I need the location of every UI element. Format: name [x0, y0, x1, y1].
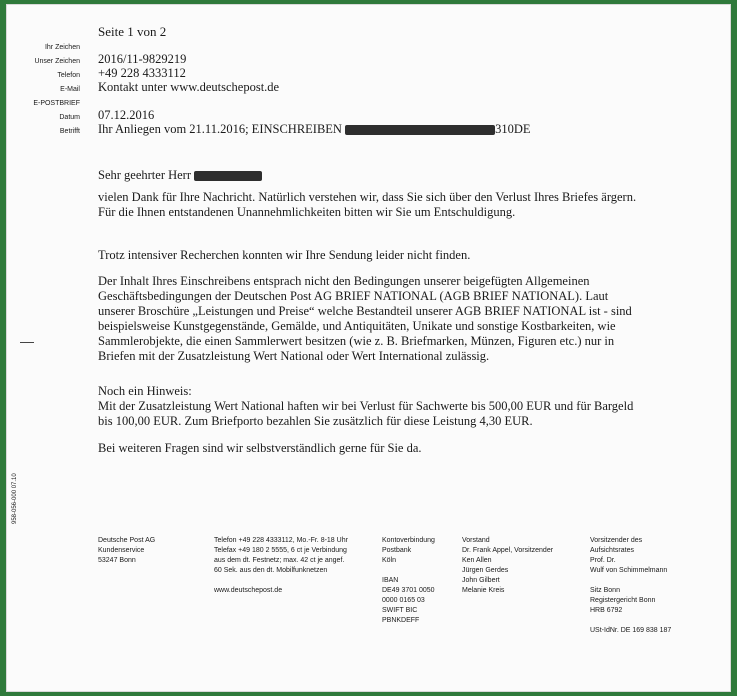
footer-line: Aufsichtsrates — [590, 547, 634, 554]
meta-value-unser-zeichen: 2016/11-9829219 — [98, 52, 187, 66]
footer-line: aus dem dt. Festnetz; max. 42 ct je angef. — [214, 557, 345, 564]
footer-line: USt-IdNr. DE 169 838 187 — [590, 627, 672, 634]
footer-line: Kontoverbindung — [382, 537, 435, 544]
footer-phone — [214, 536, 348, 596]
letter-page — [6, 4, 731, 692]
subject-text: Ihr Anliegen vom 21.11.2016; EINSCHREIBEN — [98, 122, 342, 136]
paragraph-1: vielen Dank für Ihre Nachricht. Natürlich verstehen wir, dass Sie sich über den Verlust Ihres Briefes ärgern. Für die Ihnen entstandenen Unannehmlichkeiten bitten wir Sie um Entschuldigung. — [98, 190, 637, 219]
footer-board — [462, 536, 553, 596]
paragraph-6: Bei weiteren Fragen sind wir selbstverständlich gerne für Sie da. — [98, 441, 422, 455]
redaction-bar — [345, 125, 495, 135]
side-form-number: 958-056-000 07.10 — [12, 473, 18, 524]
meta-value-email: Kontakt unter www.deutschepost.de — [98, 80, 280, 94]
meta-value-telefon: +49 228 4333112 — [98, 66, 186, 80]
salutation-text: Sehr geehrter Herr — [98, 168, 192, 182]
page-number: Seite 1 von 2 — [98, 24, 167, 39]
footer-line: Melanie Kreis — [462, 587, 505, 594]
footer-chair — [590, 536, 671, 636]
footer-line: PBNKDEFF — [382, 617, 420, 624]
footer-company — [98, 536, 155, 566]
footer-line: Telefax +49 180 2 5555, 6 ct je Verbindung — [214, 547, 347, 554]
subject-suffix: 310DE — [495, 122, 531, 136]
meta-label-telefon: Telefon — [57, 72, 80, 79]
footer-line: Kundenservice — [98, 547, 145, 554]
meta-label-email: E-Mail — [60, 86, 80, 93]
meta-label-epostbrief: E-POSTBRIEF — [33, 100, 80, 107]
footer-line: HRB 6792 — [590, 607, 623, 614]
footer-line: Vorsitzender des — [590, 537, 643, 544]
footer-line: Deutsche Post AG — [98, 537, 156, 544]
footer-line: Wulf von Schimmelmann — [590, 567, 668, 574]
paragraph-4: Noch ein Hinweis: — [98, 384, 192, 398]
meta-value-betrifft — [98, 122, 531, 137]
footer-line: IBAN — [382, 577, 399, 584]
meta-value-datum: 07.12.2016 — [98, 108, 155, 122]
footer-line: SWIFT BIC — [382, 607, 418, 614]
fold-mark — [20, 342, 34, 343]
footer-line: Sitz Bonn — [590, 587, 620, 594]
footer-line: John Gilbert — [462, 577, 500, 584]
footer-line: Prof. Dr. — [590, 557, 616, 564]
paragraph-2: Trotz intensiver Recherchen konnten wir Ihre Sendung leider nicht finden. — [98, 248, 471, 262]
footer-line: Registergericht Bonn — [590, 597, 656, 604]
footer-line: DE49 3701 0050 — [382, 587, 435, 594]
footer-line — [382, 566, 435, 576]
meta-label-betrifft: Betrifft — [59, 128, 80, 135]
footer-line: Köln — [382, 557, 397, 564]
paragraph-5: Mit der Zusatzleistung Wert National haften wir bei Verlust für Sachwerte bis 500,00 EUR und für Bargeld bis 100,00 EUR. Zum Briefporto bezahlen Sie zusätzlich für diese Leistung 4,30 EUR. — [98, 399, 634, 428]
footer-line — [214, 576, 348, 586]
footer-line: Dr. Frank Appel, Vorsitzender — [462, 547, 554, 554]
footer-line: 53247 Bonn — [98, 557, 136, 564]
footer-website: www.deutschepost.de — [214, 587, 283, 594]
footer-line: Postbank — [382, 547, 412, 554]
footer-line — [590, 616, 671, 626]
footer-line: Ken Allen — [462, 557, 492, 564]
paragraph-3: Der Inhalt Ihres Einschreibens entsprach nicht den Bedingungen unserer beigefügten Allgemeinen Geschäftsbedingungen der Deutschen Post AG BRIEF NATIONAL (AGB BRIEF NATIONAL). Laut unserer Broschüre „Leistungen und Preise“ welche Bestandteil unserer AGB BRIEF NATIONAL ist - sind beispielsweise Kunstgegenstände, Gemälde, und Antiquitäten, Unikate und sonstige Kostbarkeiten, wie Sammlerobjekte, die einen Sammlerwert besitzen (wie z. B. Briefmarken, Münzen, Figuren etc.) nur in Briefen mit der Zusatzleistung Wert National oder Wert International zulässig. — [98, 274, 632, 363]
salutation — [98, 168, 648, 183]
meta-label-unser-zeichen: Unser Zeichen — [34, 58, 80, 65]
footer-line: Jürgen Gerdes — [462, 567, 509, 574]
footer-line: Telefon +49 228 4333112, Mo.-Fr. 8-18 Uhr — [214, 537, 348, 544]
footer-line: Vorstand — [462, 537, 490, 544]
footer-line: 60 Sek. aus den dt. Mobilfunknetzen — [214, 567, 328, 574]
meta-label-datum: Datum — [59, 114, 80, 121]
footer-line: 0000 0165 03 — [382, 597, 425, 604]
footer-bank — [382, 536, 435, 626]
redaction-bar — [194, 171, 262, 181]
footer-line — [590, 576, 671, 586]
meta-label-ihr-zeichen: Ihr Zeichen — [44, 44, 80, 51]
